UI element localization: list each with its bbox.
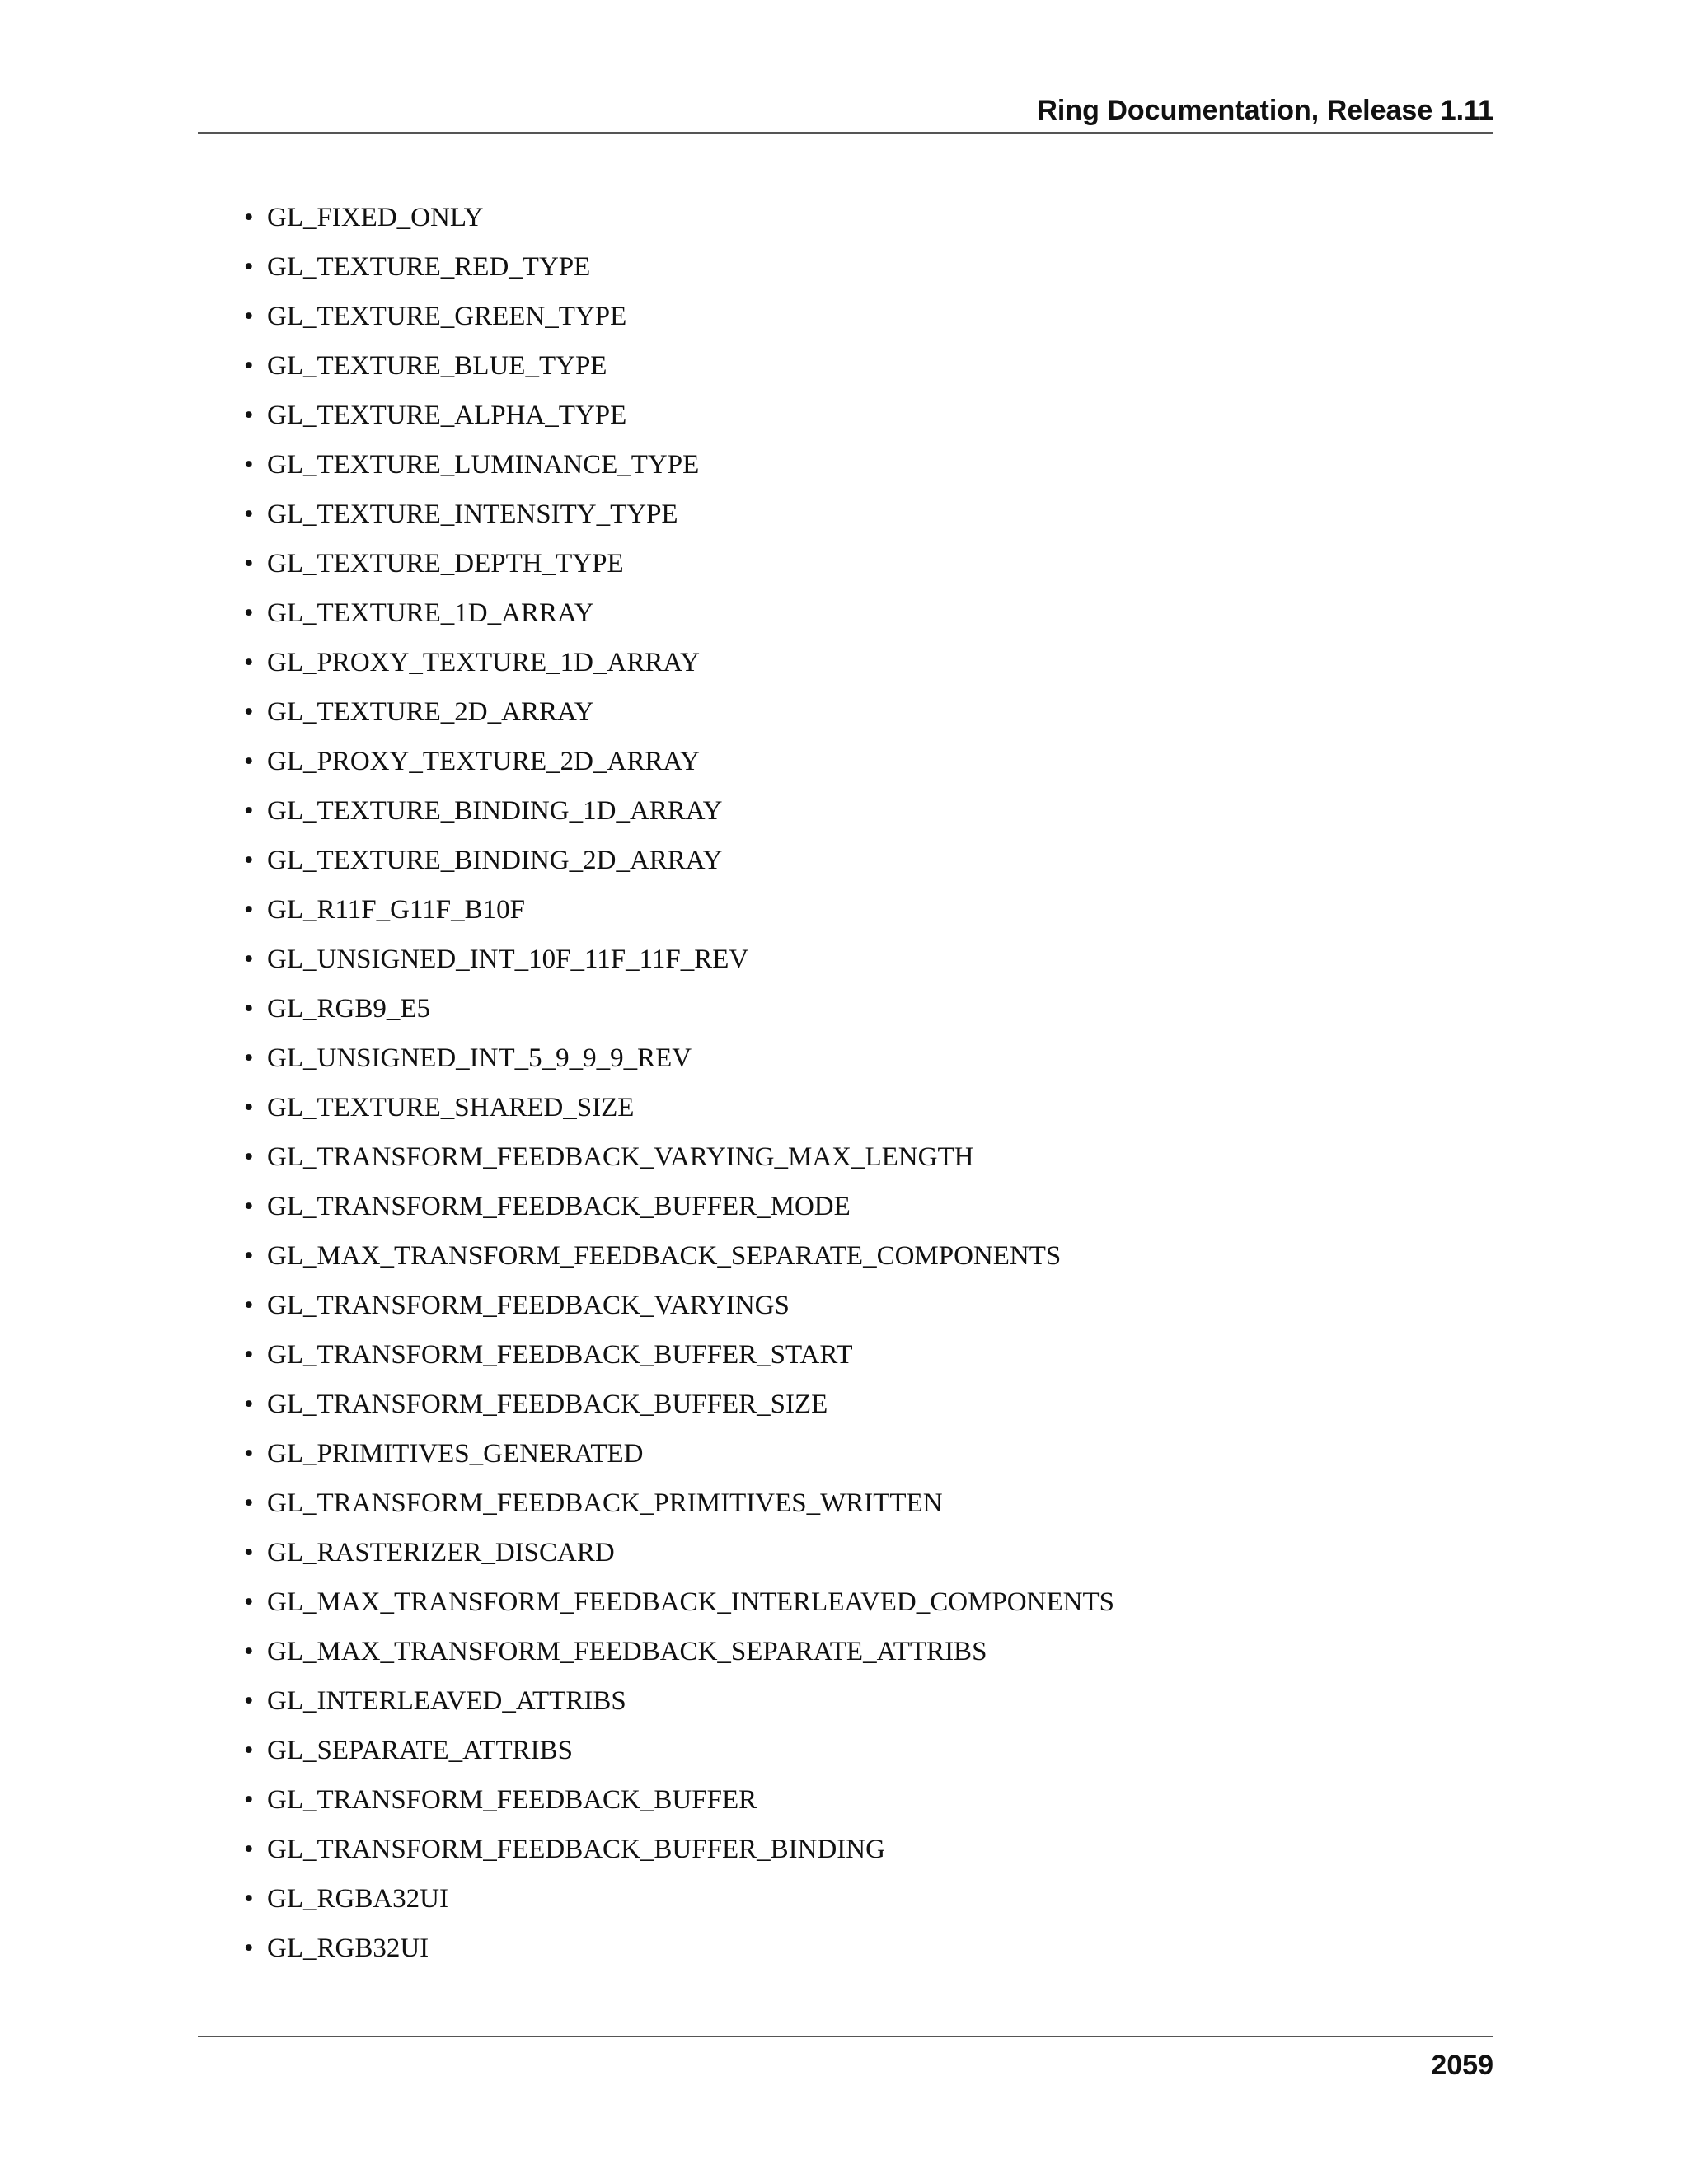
- bullet-marker: •: [244, 1241, 254, 1271]
- list-item-text: GL_RGBA32UI: [267, 1884, 448, 1914]
- bullet-marker: •: [244, 747, 254, 776]
- list-item-text: GL_TRANSFORM_FEEDBACK_BUFFER_MODE: [267, 1192, 851, 1221]
- bullet-marker: •: [244, 1637, 254, 1666]
- list-item-text: GL_TEXTURE_SHARED_SIZE: [267, 1093, 635, 1122]
- bullet-marker: •: [244, 697, 254, 727]
- bullet-marker: •: [244, 1093, 254, 1122]
- bullet-marker: •: [244, 1340, 254, 1370]
- list-item-text: GL_TEXTURE_2D_ARRAY: [267, 697, 594, 727]
- list-item-text: GL_RGB32UI: [267, 1933, 429, 1963]
- list-item-text: GL_TRANSFORM_FEEDBACK_PRIMITIVES_WRITTEN: [267, 1488, 943, 1518]
- list-item-text: GL_R11F_G11F_B10F: [267, 895, 525, 925]
- list-item-text: GL_PROXY_TEXTURE_2D_ARRAY: [267, 747, 700, 776]
- bullet-marker: •: [244, 994, 254, 1024]
- list-item-text: GL_TEXTURE_BLUE_TYPE: [267, 351, 607, 381]
- list-item-text: GL_UNSIGNED_INT_10F_11F_11F_REV: [267, 944, 749, 974]
- list-item-text: GL_TEXTURE_BINDING_2D_ARRAY: [267, 846, 723, 875]
- bullet-marker: •: [244, 252, 254, 282]
- bullet-marker: •: [244, 1785, 254, 1815]
- page-footer: [198, 2036, 1493, 2081]
- list-item-text: GL_TRANSFORM_FEEDBACK_BUFFER_START: [267, 1340, 853, 1370]
- bullet-marker: •: [244, 895, 254, 925]
- bullet-marker: •: [244, 598, 254, 628]
- list-item-text: GL_TRANSFORM_FEEDBACK_BUFFER: [267, 1785, 757, 1815]
- list-item-text: GL_TRANSFORM_FEEDBACK_BUFFER_BINDING: [267, 1835, 885, 1864]
- list-item-text: GL_RGB9_E5: [267, 994, 430, 1024]
- bullet-marker: •: [244, 499, 254, 529]
- list-item-text: GL_SEPARATE_ATTRIBS: [267, 1736, 574, 1765]
- list-item-text: GL_TRANSFORM_FEEDBACK_VARYING_MAX_LENGTH: [267, 1142, 974, 1172]
- list-item-text: GL_FIXED_ONLY: [267, 203, 484, 232]
- bullet-marker: •: [244, 549, 254, 579]
- list-item-text: GL_RASTERIZER_DISCARD: [267, 1538, 615, 1568]
- bullet-marker: •: [244, 944, 254, 974]
- list-item-text: GL_TEXTURE_INTENSITY_TYPE: [267, 499, 678, 529]
- list-item-text: GL_PRIMITIVES_GENERATED: [267, 1439, 644, 1469]
- bullet-marker: •: [244, 1192, 254, 1221]
- list-item-text: GL_TEXTURE_ALPHA_TYPE: [267, 401, 627, 430]
- list-item-text: GL_MAX_TRANSFORM_FEEDBACK_SEPARATE_ATTRIBS: [267, 1637, 987, 1666]
- bullet-marker: •: [244, 1933, 254, 1963]
- list-item-text: GL_TEXTURE_BINDING_1D_ARRAY: [267, 796, 723, 826]
- list-item-text: GL_TRANSFORM_FEEDBACK_VARYINGS: [267, 1291, 790, 1320]
- list-item-text: GL_TEXTURE_DEPTH_TYPE: [267, 549, 624, 579]
- list-item-text: GL_MAX_TRANSFORM_FEEDBACK_INTERLEAVED_COMPONENTS: [267, 1587, 1114, 1617]
- list-item-text: GL_TEXTURE_1D_ARRAY: [267, 598, 594, 628]
- bullet-marker: •: [244, 1538, 254, 1568]
- list-item-text: GL_MAX_TRANSFORM_FEEDBACK_SEPARATE_COMPONENTS: [267, 1241, 1062, 1271]
- bullet-marker: •: [244, 648, 254, 677]
- list-item-text: GL_TRANSFORM_FEEDBACK_BUFFER_SIZE: [267, 1390, 828, 1419]
- bullet-marker: •: [244, 401, 254, 430]
- bullet-marker: •: [244, 1835, 254, 1864]
- list-item-text: GL_INTERLEAVED_ATTRIBS: [267, 1686, 626, 1716]
- bullet-marker: •: [244, 796, 254, 826]
- bullet-marker: •: [244, 1686, 254, 1716]
- list-item-text: GL_PROXY_TEXTURE_1D_ARRAY: [267, 648, 700, 677]
- bullet-marker: •: [244, 1043, 254, 1073]
- bullet-marker: •: [244, 450, 254, 480]
- bullet-marker: •: [244, 1291, 254, 1320]
- list-item-text: GL_TEXTURE_LUMINANCE_TYPE: [267, 450, 700, 480]
- bullet-marker: •: [244, 1587, 254, 1617]
- bullet-marker: •: [244, 1439, 254, 1469]
- bullet-marker: •: [244, 1884, 254, 1914]
- bullet-marker: •: [244, 351, 254, 381]
- list-item-text: GL_TEXTURE_GREEN_TYPE: [267, 302, 627, 331]
- bullet-marker: •: [244, 1488, 254, 1518]
- bullet-marker: •: [244, 846, 254, 875]
- bullet-marker: •: [244, 203, 254, 232]
- list-item-text: GL_TEXTURE_RED_TYPE: [267, 252, 591, 282]
- bullet-marker: •: [244, 302, 254, 331]
- list-item-text: GL_UNSIGNED_INT_5_9_9_9_REV: [267, 1043, 692, 1073]
- bullet-marker: •: [244, 1736, 254, 1765]
- page-number: 2059: [1431, 2050, 1493, 2081]
- document-title: Ring Documentation, Release 1.11: [1037, 95, 1493, 126]
- page-header: [198, 89, 1493, 134]
- bullet-marker: •: [244, 1142, 254, 1172]
- bullet-marker: •: [244, 1390, 254, 1419]
